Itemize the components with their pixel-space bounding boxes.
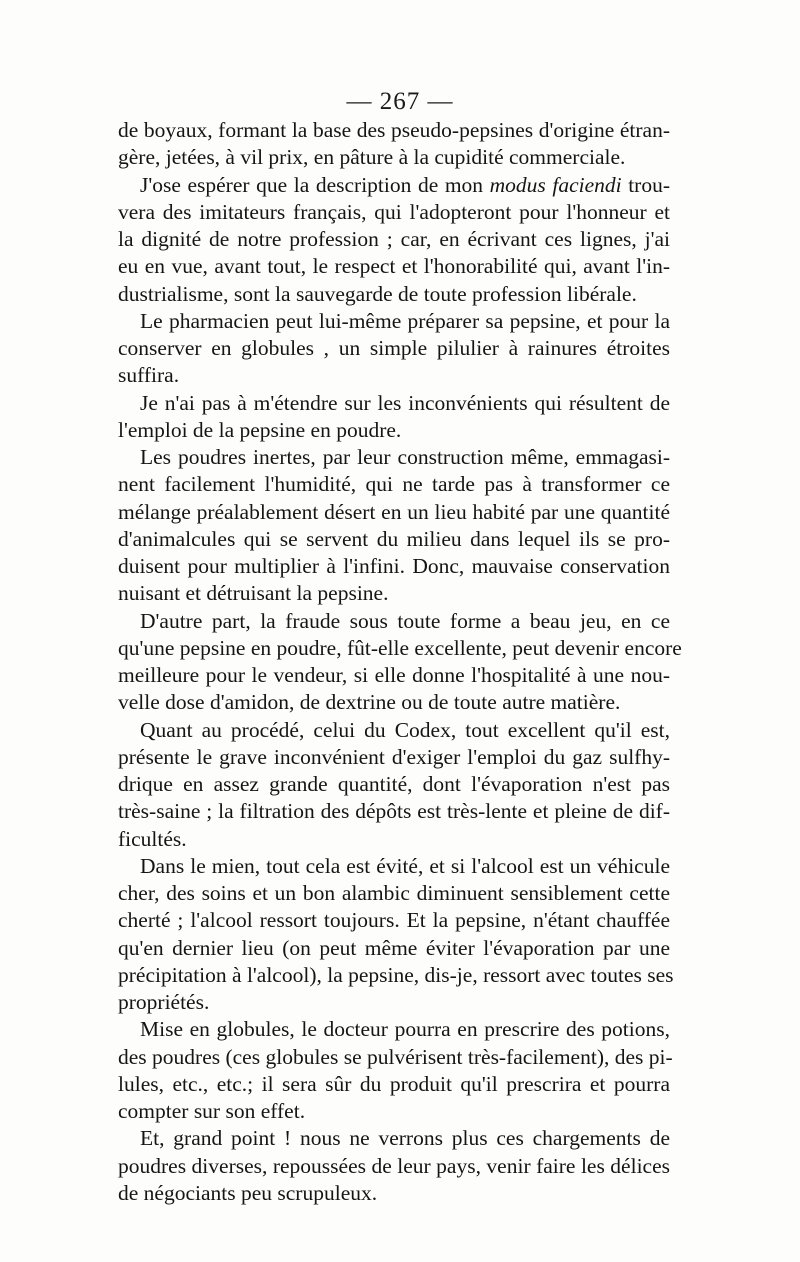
text-line: cherté ; l'alcool ressort toujours. Et la pepsine, n'étant chauffée xyxy=(118,908,670,933)
text-line: dustrialisme, sont la sauvegarde de toute profession libérale. xyxy=(118,281,637,306)
text-line: qu'une pepsine en poudre, fût-elle excellente, peut devenir encore xyxy=(118,635,682,660)
text-line: Mise en globules, le docteur pourra en prescrire des potions, xyxy=(140,1017,670,1042)
text-line: Dans le mien, tout cela est évité, et si l'alcool est un véhicule xyxy=(140,853,670,878)
text-line: conserver en globules , un simple pilulier à rainures étroites xyxy=(118,336,670,360)
text-line: qu'en dernier lieu (on peut même éviter l'évaporation par une xyxy=(118,935,670,960)
text-line: propriétés. xyxy=(118,990,210,1014)
text-line: précipitation à l'alcool), la pepsine, dis-je, ressort avec toutes ses xyxy=(118,962,674,987)
text-line: présente le grave inconvénient d'exiger l'emploi du gaz sulfhy- xyxy=(118,744,670,769)
text-line: drique en assez grande quantité, dont l'évaporation n'est pas xyxy=(118,772,670,796)
text-line: D'autre part, la fraude sous toute forme a beau jeu, en ce xyxy=(140,608,670,633)
text-line: Le pharmacien peut lui-même préparer sa pepsine, et pour la xyxy=(140,308,670,333)
text-line: Quant au procédé, celui du Codex, tout excellent qu'il est, xyxy=(140,717,670,742)
text-line: gère, jetées, à vil prix, en pâture à la cupidité commerciale. xyxy=(118,145,626,170)
text-line: mélange préalablement désert en un lieu habité par une quantité xyxy=(118,499,670,524)
text-line: nuisant et détruisant la pepsine. xyxy=(118,581,389,606)
text-line: d'animalcules qui se servent du milieu dans lequel ils se pro- xyxy=(118,526,670,551)
text-line: eu en vue, avant tout, le respect et l'honorabilité qui, avant l'in- xyxy=(118,254,670,279)
text-line: compter sur son effet. xyxy=(118,1099,306,1123)
text-line: Les poudres inertes, par leur construction même, emmagasi- xyxy=(140,445,670,469)
text-line: des poudres (ces globules se pulvérisent très-facilement), des pi- xyxy=(118,1044,673,1069)
text-line: Et, grand point ! nous ne verrons plus ces chargements de xyxy=(140,1126,670,1151)
text-line: la dignité de notre profession ; car, en écrivant ces lignes, j'ai xyxy=(118,227,670,251)
text-line: de négociants peu scrupuleux. xyxy=(118,1180,378,1205)
text-line: très-saine ; la filtration des dépôts est très-lente et pleine de dif- xyxy=(118,799,670,824)
text-line: de boyaux, formant la base des pseudo-pepsines d'origine étran- xyxy=(118,118,670,142)
page-number: — 267 — xyxy=(346,88,454,115)
text-line: l'emploi de la pepsine en poudre. xyxy=(118,417,402,442)
body-text xyxy=(118,117,682,1207)
text-line: meilleure pour le vendeur, si elle donne l'hospitalité à une nou- xyxy=(118,663,670,687)
text-line: velle dose d'amidon, de dextrine ou de toute autre matière. xyxy=(118,690,621,715)
text-line: cher, des soins et un bon alambic diminuent sensiblement cette xyxy=(118,881,670,905)
text-line: lules, etc., etc.; il sera sûr du produit qu'il prescrira et pourra xyxy=(118,1071,670,1096)
text-line: J'ose espérer que la description de mon modus faciendi trou- xyxy=(140,172,670,197)
text-line: suffira. xyxy=(118,363,180,388)
text-line: nent facilement l'humidité, qui ne tarde pas à transformer ce xyxy=(118,472,670,497)
italic-term: modus faciendi xyxy=(489,172,622,197)
text-line: Je n'ai pas à m'étendre sur les inconvénients qui résultent de xyxy=(140,390,670,415)
text-line: vera des imitateurs français, qui l'adopteront pour l'honneur et xyxy=(118,199,670,224)
text-line: duisent pour multiplier à l'infini. Donc, mauvaise conservation xyxy=(118,554,670,578)
text-line: poudres diverses, repoussées de leur pays, venir faire les délices xyxy=(118,1153,670,1178)
text-line: ficultés. xyxy=(118,826,187,851)
